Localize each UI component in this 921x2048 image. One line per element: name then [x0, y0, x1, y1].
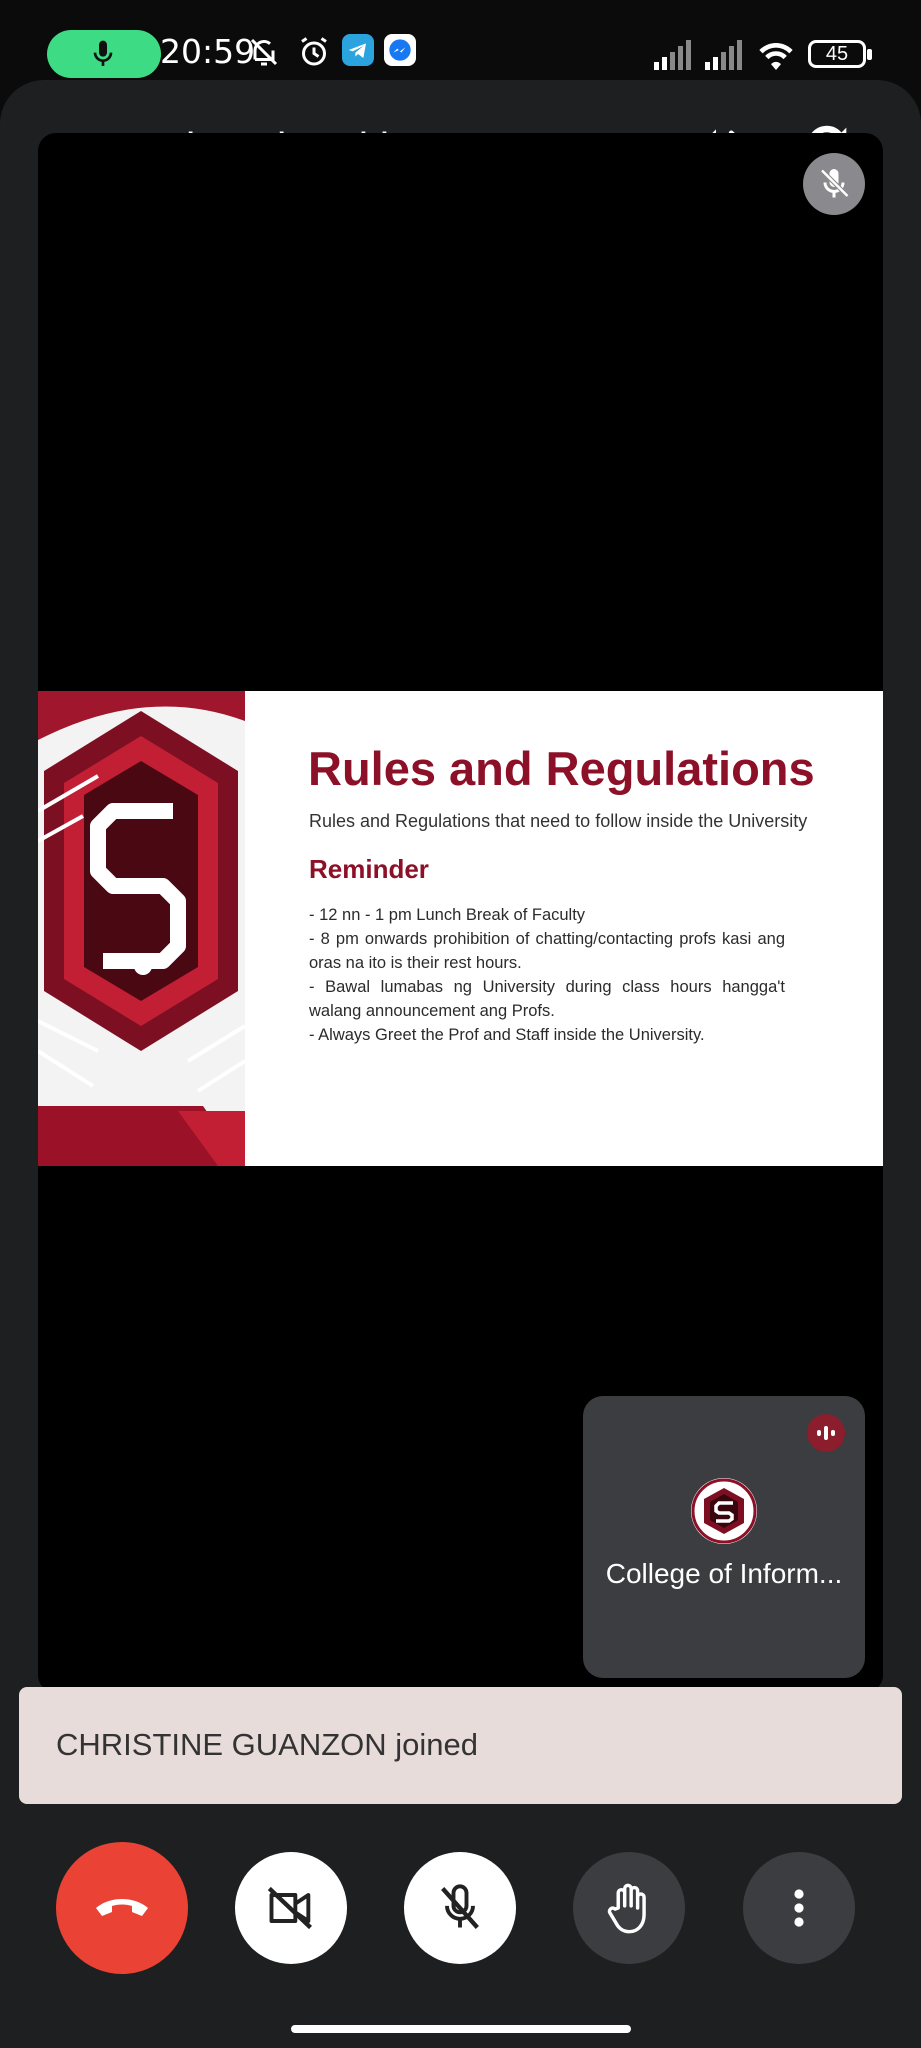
college-logo-icon: [691, 1478, 757, 1544]
shared-presentation-slide: [38, 691, 883, 1166]
slide-line: - Bawal lumabas ng University during class hours hangga't walang announcement ang Profs.: [309, 978, 785, 1020]
speaking-indicator-icon: [807, 1414, 845, 1452]
avatar: [691, 1478, 757, 1544]
slide-reminder-heading: Reminder: [309, 854, 429, 884]
slide-subtitle: Rules and Regulations that need to follow inside the University: [309, 811, 808, 831]
more-vert-icon: [787, 1888, 811, 1928]
mic-in-use-indicator[interactable]: [47, 30, 161, 78]
college-logo-artwork: [38, 691, 245, 1166]
camera-off-icon: [265, 1882, 317, 1934]
mic-off-icon: [816, 166, 852, 202]
slide-title: Rules and Regulations: [308, 742, 815, 795]
telegram-icon: [342, 34, 374, 66]
status-bar: [0, 0, 921, 80]
join-notification-toast: [19, 1687, 902, 1804]
signal-icon: [703, 40, 745, 70]
mic-off-icon: [434, 1882, 486, 1934]
end-call-button[interactable]: [56, 1842, 188, 1974]
hexagon-s-logo-icon: [38, 691, 245, 1166]
wifi-icon: [756, 38, 796, 72]
mic-toggle-button[interactable]: [404, 1852, 516, 1964]
raise-hand-button[interactable]: [573, 1852, 685, 1964]
bell-off-icon: [246, 34, 282, 70]
slide-line: - Always Greet the Prof and Staff inside the University.: [309, 1026, 705, 1044]
participant-name: College of Inform...: [605, 1558, 843, 1589]
self-view-tile[interactable]: [583, 1396, 865, 1678]
end-call-icon: [92, 1884, 152, 1932]
toast-message: CHRISTINE GUANZON joined: [56, 1727, 479, 1762]
mic-active-icon: [87, 38, 119, 70]
camera-toggle-button[interactable]: [235, 1852, 347, 1964]
slide-line: - 12 nn - 1 pm Lunch Break of Faculty: [309, 906, 586, 924]
clock: 20:59: [160, 32, 256, 71]
battery-icon: 45: [808, 40, 866, 68]
alarm-icon: [296, 34, 332, 70]
more-options-button[interactable]: [743, 1852, 855, 1964]
messenger-icon: [384, 34, 416, 66]
signal-icon: [652, 40, 694, 70]
raise-hand-icon: [603, 1880, 655, 1936]
slide-line: - 8 pm onwards prohibition of chatting/contacting profs kasi ang oras na ito is their rest hours.: [309, 930, 785, 972]
slide-reminder-list: [309, 903, 785, 1047]
presenter-muted-badge: [803, 153, 865, 215]
gesture-home-bar[interactable]: [291, 2025, 631, 2033]
